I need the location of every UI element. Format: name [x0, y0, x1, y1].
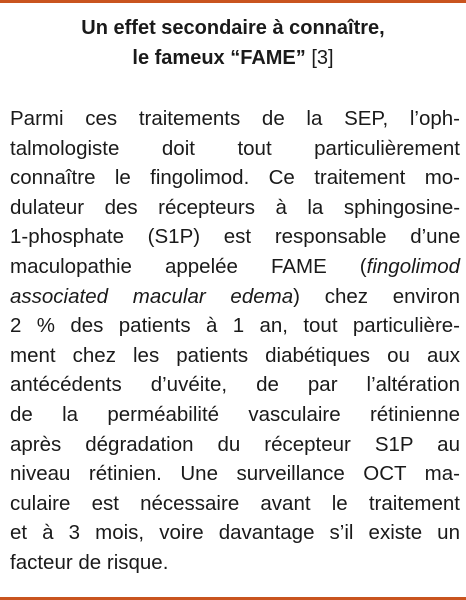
body-line: dulateur des récepteurs à la sphingosine-	[10, 195, 461, 219]
body-line: connaître le fingolimod. Ce traitement mo-	[10, 166, 460, 190]
body-line: après dégradation du récepteur S1P au	[10, 432, 460, 456]
body-text-segment: maculopathie appelée FAME (	[10, 254, 367, 278]
body-line: de la perméabilité vasculaire rétinienne	[10, 402, 460, 426]
body-line-mixed	[10, 282, 460, 312]
title-line-1: Un effet secondaire à connaître,	[81, 17, 385, 39]
body-line: niveau rétinien. Une surveillance OCT ma-	[10, 462, 460, 486]
body-line: et à 3 mois, voire davantage s’il existe un	[10, 521, 460, 545]
top-rule	[0, 0, 466, 3]
title-reference: [3]	[311, 47, 334, 69]
italic-term: fingolimod	[366, 254, 461, 278]
italic-term: associated macular edema	[10, 284, 294, 308]
body-paragraph	[10, 104, 460, 578]
body-line: ment chez les patients diabétiques ou aux	[10, 343, 460, 367]
body-line: 1-phosphate (S1P) est responsable d’une	[10, 225, 461, 249]
body-line: facteur de risque.	[10, 550, 169, 574]
body-line: 2 % des patients à 1 an, tout particulière-	[10, 314, 460, 338]
title-text: le fameux “FAME”	[132, 47, 306, 69]
body-line-mixed	[10, 252, 460, 282]
box-title	[0, 13, 466, 73]
body-line: talmologiste doit tout particulièrement	[10, 136, 460, 160]
body-text-segment: ) chez environ	[293, 284, 460, 308]
title-line-2	[0, 43, 466, 73]
body-line: Parmi ces traitements de la SEP, l’oph-	[10, 107, 460, 130]
body-line: antécédents d’uvéite, de par l’altération	[10, 373, 460, 397]
body-line: culaire est nécessaire avant le traitement	[10, 491, 460, 515]
